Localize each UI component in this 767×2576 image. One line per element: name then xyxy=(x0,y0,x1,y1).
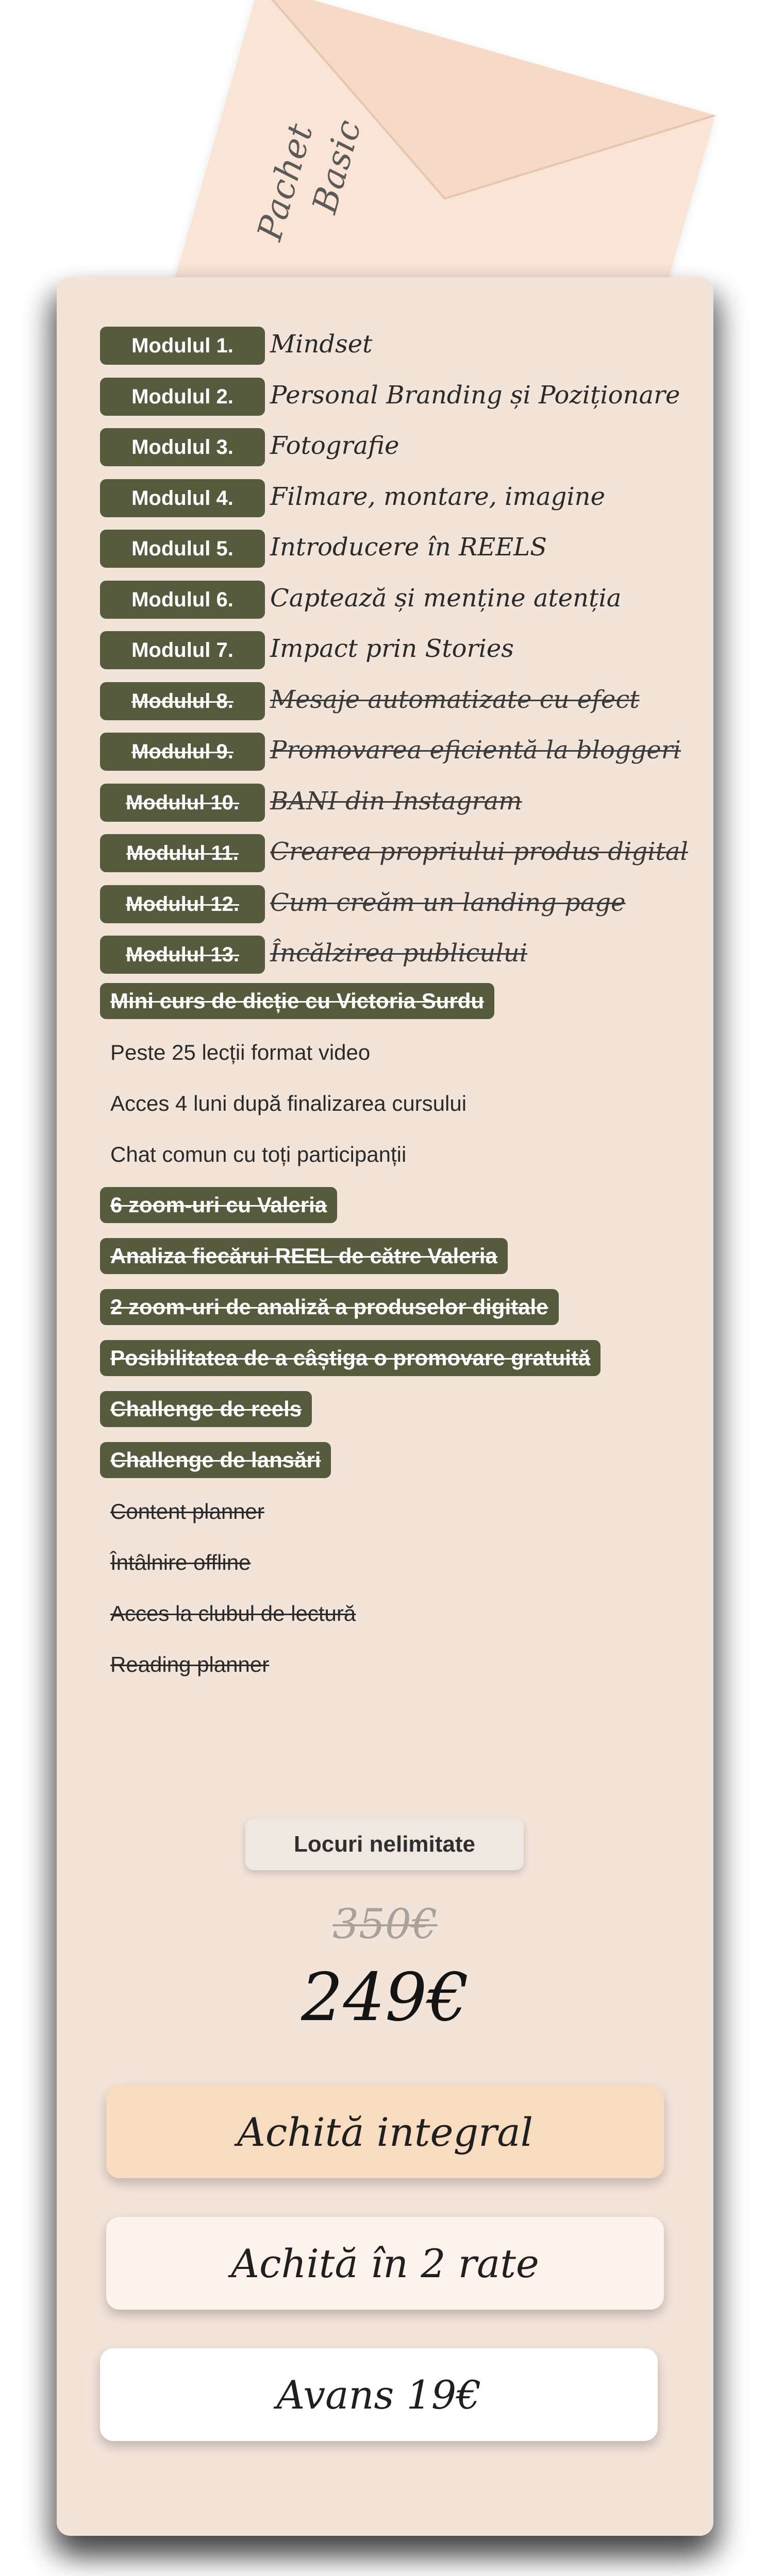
current-price: 249€ xyxy=(301,1959,469,2036)
module-title: Promovarea eficientă la bloggeri xyxy=(270,736,681,765)
module-badge: Modulul 1. xyxy=(100,327,265,365)
feature-item: Mini curs de dicție cu Victoria Surdu xyxy=(100,983,494,1019)
module-badge: Modulul 9. xyxy=(100,733,265,771)
feature-item: Acces la clubul de lectură xyxy=(110,1601,356,1625)
module-badge: Modulul 6. xyxy=(100,581,265,619)
feature-item: Întâlnire offline xyxy=(110,1550,251,1574)
feature-item: Peste 25 lecții format video xyxy=(110,1040,371,1064)
pay-full-button[interactable]: Achită integral xyxy=(106,2086,664,2178)
module-badge: Modulul 7. xyxy=(100,631,265,669)
module-badge: Modulul 12. xyxy=(100,885,265,923)
pricing-card xyxy=(57,277,713,2536)
module-title: Personal Branding și Poziționare xyxy=(270,381,680,410)
module-title: BANI din Instagram xyxy=(270,787,522,816)
module-title: Filmare, montare, imagine xyxy=(270,482,605,511)
feature-item: Challenge de lansări xyxy=(100,1442,331,1478)
module-title: Cum creăm un landing page xyxy=(270,888,626,917)
feature-item: Posibilitatea de a câștiga o promovare gratuită xyxy=(100,1340,601,1376)
feature-item: Challenge de reels xyxy=(100,1391,312,1427)
module-title: Introducere în REELS xyxy=(270,533,547,562)
package-title-line1: Pachet xyxy=(249,118,321,245)
deposit-button[interactable]: Avans 19€ xyxy=(100,2348,658,2441)
feature-item: Analiza fiecărui REEL de către Valeria xyxy=(100,1238,508,1274)
feature-item: 6 zoom-uri cu Valeria xyxy=(100,1187,337,1223)
feature-item: 2 zoom-uri de analiză a produselor digitale xyxy=(100,1289,559,1325)
module-badge: Modulul 2. xyxy=(100,378,265,416)
seats-badge: Locuri nelimitate xyxy=(245,1819,524,1870)
module-row xyxy=(100,834,719,872)
module-row xyxy=(100,682,719,720)
module-badge: Modulul 13. xyxy=(100,936,265,974)
module-title: Încălzirea publicului xyxy=(270,939,528,968)
module-row xyxy=(100,733,719,771)
module-row xyxy=(100,885,719,923)
module-row xyxy=(100,936,719,974)
module-title: Fotografie xyxy=(270,431,399,460)
feature-item: Acces 4 luni după finalizarea cursului xyxy=(110,1091,467,1115)
module-row xyxy=(100,327,719,365)
module-row xyxy=(100,479,719,517)
envelope-illustration xyxy=(171,0,715,309)
module-badge: Modulul 3. xyxy=(100,428,265,466)
module-row xyxy=(100,530,719,568)
module-badge: Modulul 8. xyxy=(100,682,265,720)
module-row xyxy=(100,378,719,416)
module-title: Crearea propriului produs digital xyxy=(270,837,688,866)
module-badge: Modulul 10. xyxy=(100,784,265,822)
old-price: 350€ xyxy=(332,1900,438,1948)
feature-item: Reading planner xyxy=(110,1652,270,1676)
feature-item: Chat comun cu toți participanții xyxy=(110,1142,407,1166)
module-row xyxy=(100,428,719,466)
package-title-line2: Basic xyxy=(304,115,369,218)
module-row xyxy=(100,581,719,619)
pay-installments-button[interactable]: Achită în 2 rate xyxy=(106,2217,664,2310)
module-title: Mesaje automatizate cu efect xyxy=(270,685,640,714)
module-badge: Modulul 11. xyxy=(100,834,265,872)
envelope-header xyxy=(0,0,767,309)
module-title: Mindset xyxy=(270,330,373,359)
module-row xyxy=(100,784,719,822)
feature-item: Content planner xyxy=(110,1499,264,1523)
module-badge: Modulul 4. xyxy=(100,479,265,517)
module-title: Impact prin Stories xyxy=(270,634,514,663)
module-title: Captează și menține atenția xyxy=(270,584,622,613)
module-badge: Modulul 5. xyxy=(100,530,265,568)
module-row xyxy=(100,631,719,669)
